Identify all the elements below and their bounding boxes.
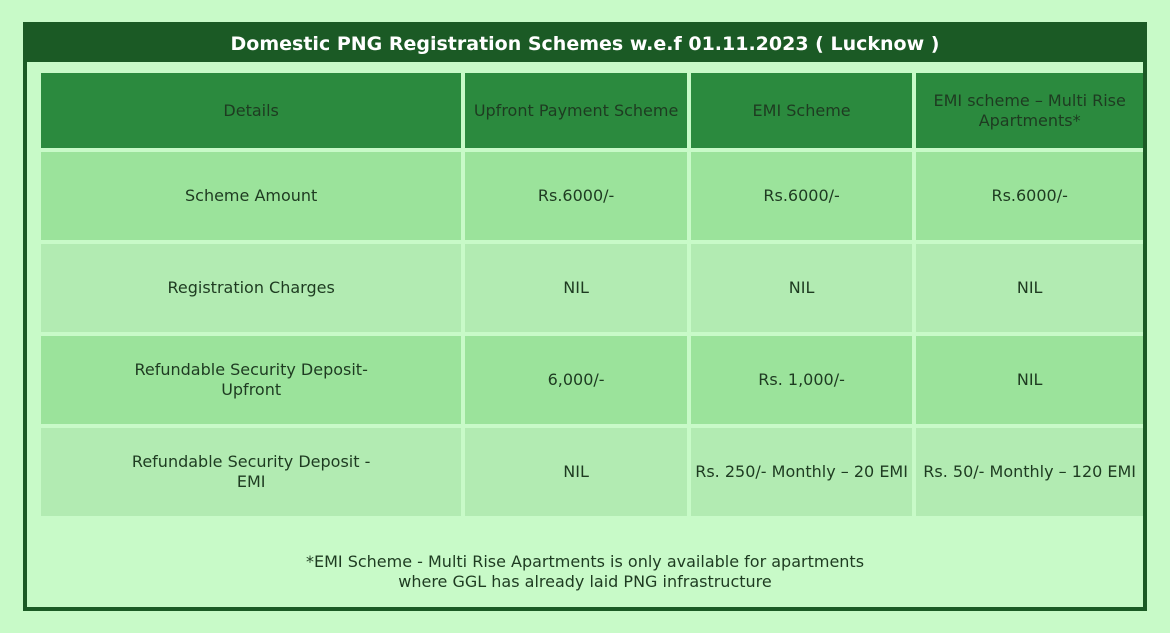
table-cell: Rs.6000/- bbox=[465, 152, 687, 240]
row-label: Registration Charges bbox=[41, 244, 461, 332]
table-cell: Rs.6000/- bbox=[916, 152, 1143, 240]
row-label: Scheme Amount bbox=[41, 152, 461, 240]
table-row bbox=[41, 152, 1143, 240]
table-cell: Rs.6000/- bbox=[691, 152, 913, 240]
row-label: Refundable Security Deposit- Upfront bbox=[41, 336, 461, 424]
footnote-line: where GGL has already laid PNG infrastructure bbox=[398, 572, 772, 591]
table-cell: 6,000/- bbox=[465, 336, 687, 424]
row-label: Refundable Security Deposit - EMI bbox=[41, 428, 461, 516]
table-cell: Rs. 1,000/- bbox=[691, 336, 913, 424]
footnote bbox=[27, 552, 1143, 592]
scheme-table bbox=[37, 69, 1147, 520]
column-header-upfront: Upfront Payment Scheme bbox=[465, 73, 687, 148]
table-cell: NIL bbox=[465, 244, 687, 332]
table-cell: NIL bbox=[691, 244, 913, 332]
table-row bbox=[41, 428, 1143, 516]
table-row bbox=[41, 244, 1143, 332]
column-header-details: Details bbox=[41, 73, 461, 148]
table-cell: NIL bbox=[916, 336, 1143, 424]
table-cell: Rs. 50/- Monthly – 120 EMI bbox=[916, 428, 1143, 516]
column-header-emi: EMI Scheme bbox=[691, 73, 913, 148]
table-row bbox=[41, 336, 1143, 424]
table-cell: Rs. 250/- Monthly – 20 EMI bbox=[691, 428, 913, 516]
column-header-emi-multi-rise: EMI scheme – Multi Rise Apartments* bbox=[916, 73, 1143, 148]
table-cell: NIL bbox=[465, 428, 687, 516]
table-cell: NIL bbox=[916, 244, 1143, 332]
scheme-panel bbox=[23, 22, 1147, 611]
footnote-line: *EMI Scheme - Multi Rise Apartments is only available for apartments bbox=[305, 552, 865, 571]
table-header-row bbox=[41, 73, 1143, 148]
panel-title: Domestic PNG Registration Schemes w.e.f 01.11.2023 ( Lucknow ) bbox=[27, 26, 1143, 62]
